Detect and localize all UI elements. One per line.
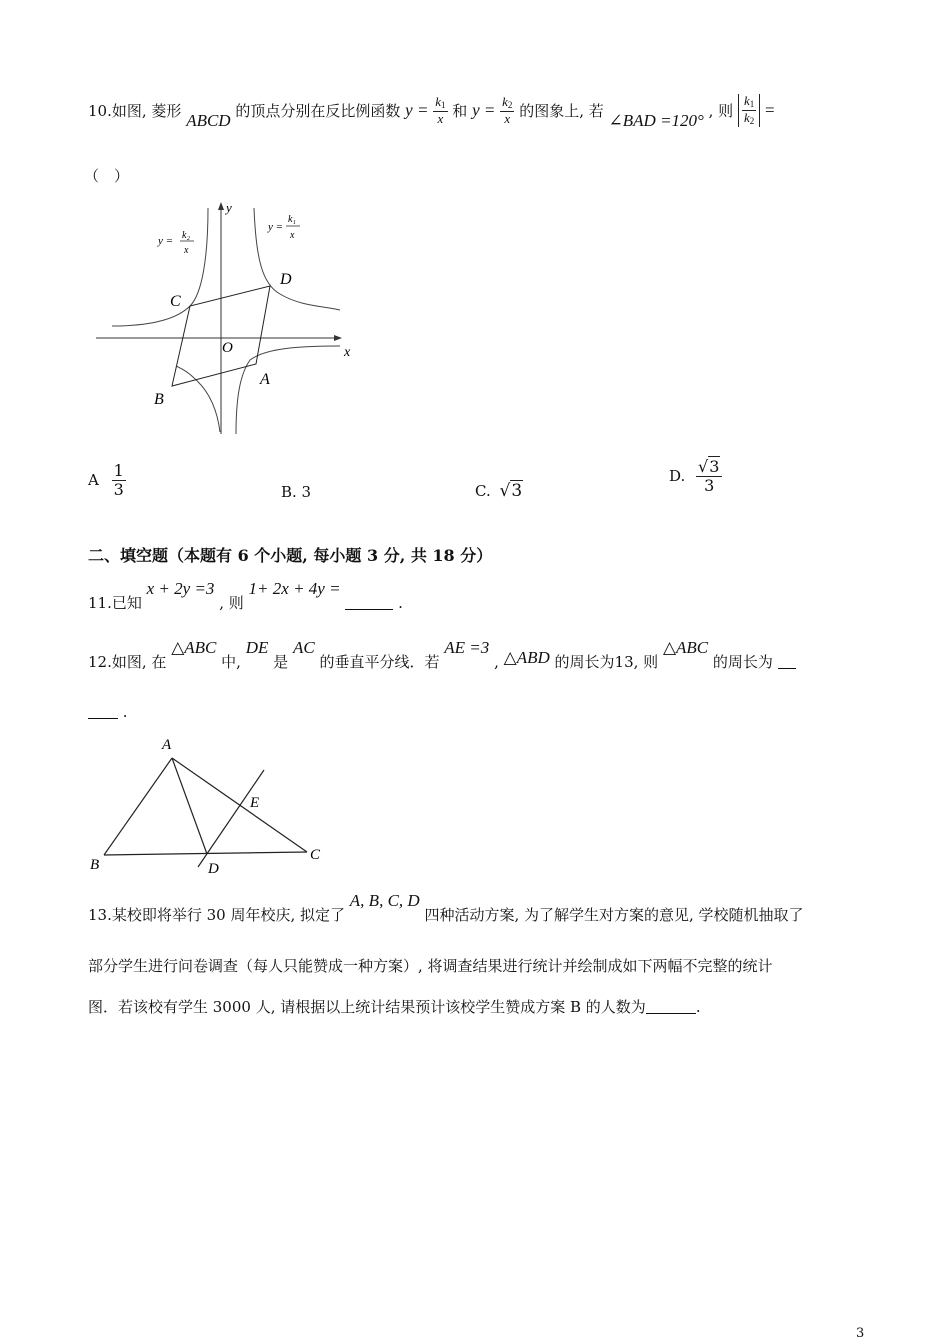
q10-option-d-fraction	[696, 458, 722, 494]
q10-rhombus-name: ABCD	[186, 111, 231, 131]
q12-side-bc	[104, 852, 307, 855]
q10-k1-curve-q3	[112, 208, 208, 326]
q11-expression: 1+ 2x + 4y =	[248, 579, 341, 598]
q10-option-a-den: 3	[113, 479, 124, 499]
q13-line-3-text: 图．若该校有学生 3000 人, 请根据以上统计结果预计该校学生赞成方案 B 的人数为	[88, 998, 646, 1016]
q10-f2-fraction	[500, 95, 514, 126]
q10-f1-den: x	[437, 110, 444, 126]
q10-abs-num: k	[743, 93, 750, 108]
q10-option-d-sqrt: √3	[698, 457, 720, 476]
q10-k1-label-lhs: y =	[268, 221, 284, 233]
q11-end: .	[398, 594, 403, 612]
q12-end: .	[122, 703, 128, 721]
q10-k2-label-num: k₂	[182, 230, 190, 241]
q10-option-d-rad: 3	[709, 457, 720, 476]
q10-f2-den: x	[504, 110, 511, 126]
q12-text-1: 中,	[221, 653, 241, 671]
q10-f1-lhs: y =	[405, 100, 429, 120]
q10-f2-num-sub: 2	[507, 99, 513, 110]
q12-ae: AE =3	[444, 638, 490, 657]
q10-label-D: D	[280, 271, 292, 288]
q12-segment-ad	[172, 758, 207, 854]
q12-label-E: E	[250, 795, 260, 811]
q12-ac: AC	[292, 638, 315, 657]
q12-figure	[86, 733, 336, 883]
q13-end: .	[695, 998, 701, 1016]
q10-option-c[interactable]	[475, 481, 523, 501]
q10-k2-branch-q3	[130, 350, 206, 434]
q10-abs-den: k	[743, 109, 750, 125]
q10-abs-ratio	[738, 94, 760, 127]
q10-stem	[88, 94, 775, 144]
q10-label-y: y	[226, 200, 232, 215]
q10-option-d[interactable]	[669, 458, 722, 512]
q12-label-D: D	[208, 861, 219, 877]
q12-label-B: B	[90, 857, 100, 873]
q11-prefix: 11.已知	[88, 594, 142, 612]
q10-f1-num-sub: 1	[441, 99, 446, 110]
q10-equals: =	[765, 100, 775, 120]
q10-abs-den-sub: 2	[749, 115, 755, 126]
q10-option-a-fraction	[112, 462, 126, 498]
q13-text-1: 四种活动方案, 为了解学生对方案的意见, 学校随机抽取了	[424, 906, 804, 924]
q12-text-4: 的周长为13, 则	[554, 653, 659, 671]
q10-lower-left-curve	[176, 366, 220, 432]
q12-comma: ,	[494, 653, 499, 671]
q10-f2-lhs: y =	[472, 100, 496, 120]
q10-text-3: 的图象上, 若	[519, 101, 604, 120]
q11-condition: x + 2y =3	[146, 579, 215, 598]
q12-stem	[88, 637, 796, 671]
q12-prefix: 12.如图, 在	[88, 653, 167, 671]
q10-f2-num: k	[502, 93, 508, 109]
q12-triangle-abc: △ABC	[171, 638, 217, 657]
section-title: 二、填空题（本题有 6 个小题, 每小题 3 分, 共 18 分）	[88, 546, 493, 565]
q10-label-B: B	[154, 391, 164, 408]
q10-k2-curve-q2	[116, 208, 210, 326]
q10-prefix: 10.如图, 菱形	[88, 101, 182, 120]
page-number: 3	[856, 1326, 865, 1341]
q10-y-axis-arrow	[218, 202, 224, 210]
q10-k1-curve-q1	[254, 208, 340, 310]
q12-triangle-abd: △ABD	[503, 648, 550, 667]
q10-f1-num: k	[435, 93, 441, 109]
q12-triangle-abc-2: △ABC	[662, 638, 709, 657]
q10-option-d-label: D.	[669, 467, 686, 486]
q13-line-1	[88, 890, 804, 924]
q10-answer-paren: （ ）	[84, 167, 130, 185]
q13-prefix: 13.某校即将举行 30 周年校庆, 拟定了	[88, 906, 346, 924]
q13-plans: A, B, C, D	[349, 891, 420, 910]
q10-angle: ∠BAD =120°	[608, 111, 704, 131]
q10-option-c-sqrt: √3	[499, 481, 523, 501]
q10-k2-label-den: x	[184, 245, 189, 256]
q12-text-3: 的垂直平分线．若	[319, 653, 440, 671]
q12-stem-cont	[88, 703, 128, 721]
q12-de: DE	[245, 638, 269, 657]
q13-answer-blank[interactable]	[646, 999, 696, 1014]
q10-f1-fraction	[433, 95, 447, 126]
q10-x-axis-arrow	[334, 335, 342, 341]
q10-label-A: A	[260, 371, 270, 388]
q12-answer-blank-part2[interactable]	[88, 704, 118, 719]
q10-text-1: 的顶点分别在反比例函数	[235, 101, 401, 120]
q10-label-x: x	[344, 345, 351, 360]
q10-k1-label-den: x	[290, 230, 295, 241]
q10-option-a-label: A	[88, 471, 99, 490]
q10-option-d-den: 3	[704, 475, 715, 495]
q10-option-c-rad: 3	[511, 481, 523, 501]
q12-answer-blank-part1[interactable]	[778, 654, 796, 669]
q10-k1-label-num: k₁	[288, 214, 296, 225]
q13-line-2: 部分学生进行问卷调查（每人只能赞成一种方案）, 将调查结果进行统计并绘制成如下两幅不完整的统计	[88, 957, 773, 975]
q10-option-a[interactable]	[88, 462, 126, 512]
q10-option-a-num: 1	[113, 461, 124, 480]
q11-answer-blank[interactable]	[345, 595, 393, 610]
q12-label-A: A	[162, 737, 172, 753]
q10-option-c-label: C.	[475, 482, 491, 500]
q10-k2-branch-q4	[236, 346, 340, 434]
q12-text-2: 是	[273, 653, 289, 671]
q13-line-3	[88, 996, 701, 1017]
q10-option-b[interactable]: B. 3	[281, 483, 312, 501]
q11-stem	[88, 578, 403, 612]
q10-label-C: C	[170, 293, 181, 310]
q10-label-O: O	[222, 340, 233, 356]
q10-text-4: , 则	[708, 101, 734, 120]
q11-mid: , 则	[219, 594, 244, 612]
q12-text-5: 的周长为	[712, 653, 773, 671]
q10-abs-num-sub: 1	[749, 99, 755, 109]
q10-k2-label-lhs: y =	[158, 235, 174, 247]
q10-figure	[90, 198, 360, 438]
q12-side-ab	[104, 758, 172, 855]
q12-label-C: C	[310, 847, 321, 863]
q10-text-2: 和	[452, 101, 468, 120]
